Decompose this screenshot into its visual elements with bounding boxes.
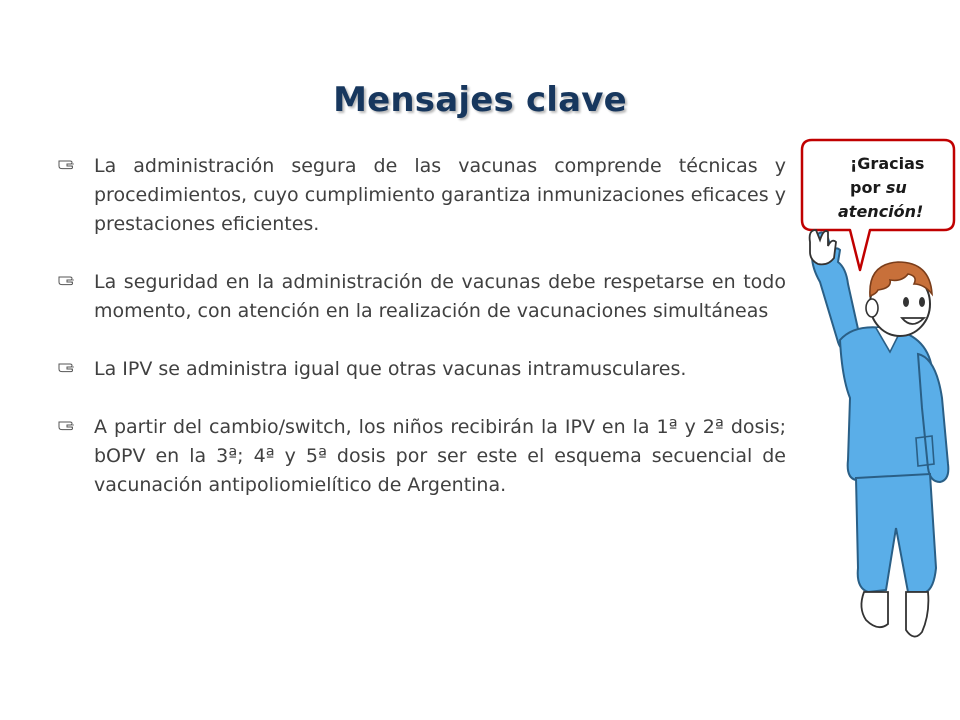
bubble-line-2b: su	[885, 178, 907, 197]
bubble-line-2a: por	[850, 178, 886, 197]
pointing-hand-icon	[58, 359, 80, 375]
bubble-line-3: atención!	[838, 202, 924, 221]
nurse-illustration	[798, 228, 960, 648]
bullet-text: La IPV se administra igual que otras vacunas intramusculares.	[94, 358, 687, 380]
pointing-hand-icon	[58, 417, 80, 433]
bubble-line-1: ¡Gracias	[850, 154, 925, 173]
bubble-line-2	[838, 176, 958, 200]
slide-title: Mensajes clave	[333, 80, 627, 120]
bullet-item	[58, 152, 786, 239]
pointing-hand-icon	[58, 272, 80, 288]
bullet-text: La seguridad en la administración de vacunas debe respetarse en todo momento, con atención en la realización de vacunaciones simultáneas	[94, 271, 786, 322]
bullet-item	[58, 355, 786, 384]
pointing-hand-icon	[58, 156, 80, 172]
bullet-text: A partir del cambio/switch, los niños recibirán la IPV en la 1ª y 2ª dosis; bOPV en la 3ª; 4ª y 5ª dosis por ser este el esquema secuencial de vacunación antipoliomielítico de Argentina.	[94, 416, 786, 496]
bubble-text	[838, 152, 958, 224]
bullet-item	[58, 268, 786, 326]
bullet-item	[58, 413, 786, 500]
bullet-text: La administración segura de las vacunas comprende técnicas y procedimientos, cuyo cumplimiento garantiza inmunizaciones eficaces y prestaciones eficientes.	[94, 155, 786, 235]
bullet-list	[58, 152, 786, 529]
